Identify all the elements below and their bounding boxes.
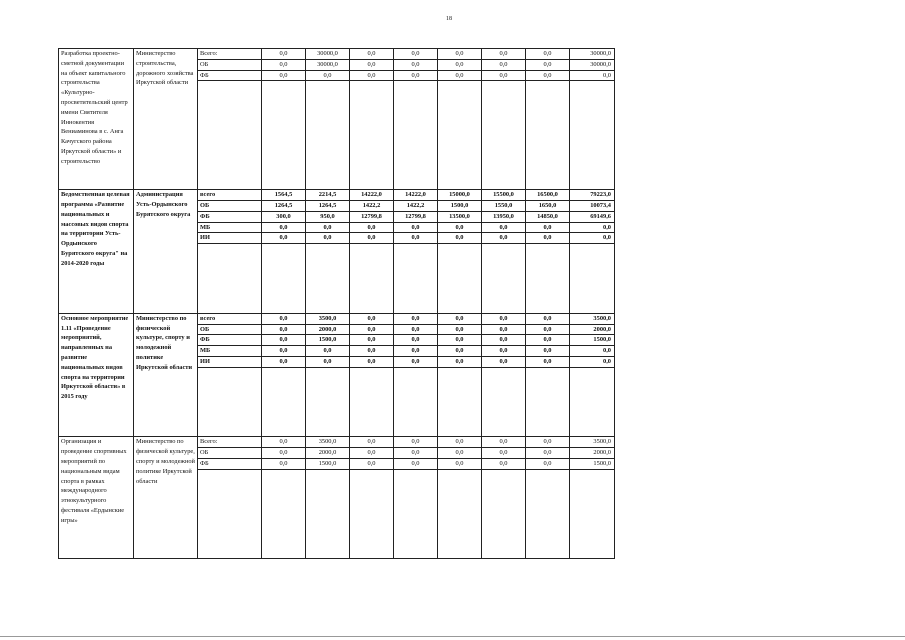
year-value-cell: 30000,0 xyxy=(306,49,350,60)
funding-source-cell: ФБ xyxy=(198,335,262,346)
year-value-cell: 1264,5 xyxy=(262,200,306,211)
total-value-cell: 79223,0 xyxy=(570,190,615,201)
year-value-cell: 0,0 xyxy=(438,70,482,81)
year-value-cell: 0,0 xyxy=(350,356,394,367)
page-number: 18 xyxy=(446,16,452,22)
empty-cell xyxy=(350,81,394,190)
empty-cell xyxy=(262,81,306,190)
year-value-cell: 1550,0 xyxy=(482,200,526,211)
budget-table-body xyxy=(59,49,615,559)
executor-cell: Министерство по физической культуре, спорту и молодежной политике Иркутской области xyxy=(134,313,198,437)
year-value-cell: 0,0 xyxy=(262,233,306,244)
year-value-cell: 0,0 xyxy=(394,313,438,324)
year-value-cell: 0,0 xyxy=(438,448,482,459)
year-value-cell: 15500,0 xyxy=(482,190,526,201)
total-value-cell: 2000,0 xyxy=(570,448,615,459)
year-value-cell: 1264,5 xyxy=(306,200,350,211)
funding-source-cell: ИИ xyxy=(198,356,262,367)
year-value-cell: 0,0 xyxy=(306,70,350,81)
year-value-cell: 0,0 xyxy=(482,335,526,346)
year-value-cell: 0,0 xyxy=(394,448,438,459)
activity-name-cell: Ведомственная целевая программа «Развитие национальных и массовых видов спорта на территории Усть-Ордынского Бурятского округа" на 2014-2020 годы xyxy=(59,190,134,314)
year-value-cell: 0,0 xyxy=(526,346,570,357)
year-value-cell: 0,0 xyxy=(394,324,438,335)
budget-table xyxy=(58,48,615,559)
empty-cell xyxy=(394,244,438,314)
total-value-cell: 3500,0 xyxy=(570,437,615,448)
year-value-cell: 0,0 xyxy=(350,448,394,459)
year-value-cell: 14222,0 xyxy=(394,190,438,201)
year-value-cell: 0,0 xyxy=(438,458,482,469)
funding-source-cell: Всего: xyxy=(198,49,262,60)
empty-cell xyxy=(394,81,438,190)
total-value-cell: 0,0 xyxy=(570,70,615,81)
empty-cell xyxy=(198,367,262,437)
empty-cell xyxy=(570,81,615,190)
year-value-cell: 0,0 xyxy=(262,313,306,324)
empty-cell xyxy=(438,469,482,558)
empty-cell xyxy=(526,81,570,190)
empty-cell xyxy=(394,469,438,558)
table-row xyxy=(59,437,615,448)
year-value-cell: 0,0 xyxy=(394,437,438,448)
year-value-cell: 0,0 xyxy=(350,313,394,324)
year-value-cell: 0,0 xyxy=(262,70,306,81)
empty-cell xyxy=(198,81,262,190)
year-value-cell: 0,0 xyxy=(350,70,394,81)
total-value-cell: 3500,0 xyxy=(570,313,615,324)
empty-cell xyxy=(306,367,350,437)
year-value-cell: 0,0 xyxy=(526,356,570,367)
empty-cell xyxy=(262,244,306,314)
year-value-cell: 0,0 xyxy=(262,222,306,233)
empty-cell xyxy=(306,469,350,558)
year-value-cell: 0,0 xyxy=(394,222,438,233)
empty-cell xyxy=(198,244,262,314)
total-value-cell: 10073,4 xyxy=(570,200,615,211)
activity-name-cell: Основное мероприятие 1.11 «Проведение мероприятий, направленных на развитие национальных видов спорта на территории Иркутской области» в 2015 году xyxy=(59,313,134,437)
year-value-cell: 0,0 xyxy=(438,346,482,357)
empty-cell xyxy=(394,367,438,437)
funding-source-cell: ФБ xyxy=(198,70,262,81)
empty-cell xyxy=(306,81,350,190)
empty-cell xyxy=(262,469,306,558)
year-value-cell: 0,0 xyxy=(394,233,438,244)
year-value-cell: 0,0 xyxy=(350,458,394,469)
empty-cell xyxy=(438,367,482,437)
funding-source-cell: всего xyxy=(198,313,262,324)
year-value-cell: 0,0 xyxy=(306,356,350,367)
year-value-cell: 0,0 xyxy=(482,437,526,448)
table-row xyxy=(59,313,615,324)
funding-source-cell: Всего: xyxy=(198,437,262,448)
year-value-cell: 0,0 xyxy=(394,346,438,357)
year-value-cell: 1650,0 xyxy=(526,200,570,211)
year-value-cell: 0,0 xyxy=(262,335,306,346)
empty-cell xyxy=(350,367,394,437)
year-value-cell: 0,0 xyxy=(262,324,306,335)
empty-cell xyxy=(350,469,394,558)
total-value-cell: 1500,0 xyxy=(570,335,615,346)
year-value-cell: 0,0 xyxy=(394,458,438,469)
total-value-cell: 30000,0 xyxy=(570,59,615,70)
year-value-cell: 0,0 xyxy=(526,458,570,469)
total-value-cell: 1500,0 xyxy=(570,458,615,469)
total-value-cell: 0,0 xyxy=(570,222,615,233)
year-value-cell: 0,0 xyxy=(350,324,394,335)
year-value-cell: 0,0 xyxy=(350,233,394,244)
empty-cell xyxy=(526,244,570,314)
year-value-cell: 0,0 xyxy=(262,458,306,469)
year-value-cell: 0,0 xyxy=(526,59,570,70)
year-value-cell: 14222,0 xyxy=(350,190,394,201)
year-value-cell: 0,0 xyxy=(438,59,482,70)
year-value-cell: 1422,2 xyxy=(350,200,394,211)
empty-cell xyxy=(262,367,306,437)
year-value-cell: 14850,0 xyxy=(526,211,570,222)
empty-cell xyxy=(482,367,526,437)
year-value-cell: 1500,0 xyxy=(306,458,350,469)
funding-source-cell: ОБ xyxy=(198,324,262,335)
year-value-cell: 300,0 xyxy=(262,211,306,222)
total-value-cell: 2000,0 xyxy=(570,324,615,335)
year-value-cell: 0,0 xyxy=(394,70,438,81)
year-value-cell: 0,0 xyxy=(262,49,306,60)
total-value-cell: 0,0 xyxy=(570,233,615,244)
year-value-cell: 0,0 xyxy=(526,448,570,459)
year-value-cell: 0,0 xyxy=(526,222,570,233)
table-row xyxy=(59,49,615,60)
year-value-cell: 0,0 xyxy=(350,437,394,448)
year-value-cell: 0,0 xyxy=(526,233,570,244)
year-value-cell: 1422,2 xyxy=(394,200,438,211)
empty-cell xyxy=(306,244,350,314)
year-value-cell: 13500,0 xyxy=(438,211,482,222)
executor-cell: Министерство по физической культуре, спорту и молодежной политике Иркутской области xyxy=(134,437,198,559)
year-value-cell: 0,0 xyxy=(438,356,482,367)
year-value-cell: 0,0 xyxy=(350,222,394,233)
year-value-cell: 0,0 xyxy=(394,356,438,367)
year-value-cell: 0,0 xyxy=(438,313,482,324)
empty-cell xyxy=(482,469,526,558)
year-value-cell: 2000,0 xyxy=(306,448,350,459)
year-value-cell: 0,0 xyxy=(350,335,394,346)
funding-source-cell: всего xyxy=(198,190,262,201)
year-value-cell: 0,0 xyxy=(482,448,526,459)
year-value-cell: 16500,0 xyxy=(526,190,570,201)
total-value-cell: 69149,6 xyxy=(570,211,615,222)
year-value-cell: 0,0 xyxy=(482,346,526,357)
year-value-cell: 1500,0 xyxy=(306,335,350,346)
executor-cell: Администрация Усть-Ордынского Бурятского округа xyxy=(134,190,198,314)
year-value-cell: 0,0 xyxy=(482,324,526,335)
empty-cell xyxy=(570,244,615,314)
total-value-cell: 0,0 xyxy=(570,346,615,357)
year-value-cell: 0,0 xyxy=(262,59,306,70)
year-value-cell: 0,0 xyxy=(526,70,570,81)
year-value-cell: 0,0 xyxy=(438,222,482,233)
year-value-cell: 0,0 xyxy=(526,49,570,60)
year-value-cell: 0,0 xyxy=(526,437,570,448)
year-value-cell: 0,0 xyxy=(482,59,526,70)
year-value-cell: 3500,0 xyxy=(306,437,350,448)
year-value-cell: 13950,0 xyxy=(482,211,526,222)
empty-cell xyxy=(482,81,526,190)
year-value-cell: 1564,5 xyxy=(262,190,306,201)
year-value-cell: 0,0 xyxy=(438,437,482,448)
year-value-cell: 0,0 xyxy=(482,222,526,233)
year-value-cell: 0,0 xyxy=(262,437,306,448)
year-value-cell: 0,0 xyxy=(394,59,438,70)
year-value-cell: 0,0 xyxy=(438,324,482,335)
funding-source-cell: ОБ xyxy=(198,59,262,70)
year-value-cell: 12799,8 xyxy=(350,211,394,222)
year-value-cell: 0,0 xyxy=(306,233,350,244)
year-value-cell: 15000,0 xyxy=(438,190,482,201)
year-value-cell: 3500,0 xyxy=(306,313,350,324)
empty-cell xyxy=(570,367,615,437)
funding-source-cell: ФБ xyxy=(198,211,262,222)
year-value-cell: 0,0 xyxy=(306,222,350,233)
year-value-cell: 0,0 xyxy=(482,70,526,81)
year-value-cell: 0,0 xyxy=(482,313,526,324)
total-value-cell: 30000,0 xyxy=(570,49,615,60)
funding-source-cell: ОБ xyxy=(198,448,262,459)
year-value-cell: 0,0 xyxy=(482,458,526,469)
year-value-cell: 0,0 xyxy=(438,335,482,346)
empty-cell xyxy=(570,469,615,558)
page-bottom-edge xyxy=(0,636,905,637)
year-value-cell: 0,0 xyxy=(482,49,526,60)
year-value-cell: 0,0 xyxy=(438,49,482,60)
total-value-cell: 0,0 xyxy=(570,356,615,367)
activity-name-cell: Разработка проектно-сметной документации на объект капитального строительства «Культурно-просветительский центр имени Святителя Иннокентия Вениаминова в с. Анга Качугского района Иркутской области» и строительство xyxy=(59,49,134,190)
funding-source-cell: ОБ xyxy=(198,200,262,211)
year-value-cell: 2214,5 xyxy=(306,190,350,201)
funding-source-cell: ИИ xyxy=(198,233,262,244)
year-value-cell: 0,0 xyxy=(438,233,482,244)
empty-cell xyxy=(350,244,394,314)
year-value-cell: 0,0 xyxy=(262,356,306,367)
year-value-cell: 0,0 xyxy=(350,49,394,60)
empty-cell xyxy=(482,244,526,314)
funding-source-cell: МБ xyxy=(198,222,262,233)
year-value-cell: 0,0 xyxy=(262,346,306,357)
year-value-cell: 0,0 xyxy=(526,313,570,324)
year-value-cell: 30000,0 xyxy=(306,59,350,70)
executor-cell: Министерство строительства, дорожного хозяйства Иркутской области xyxy=(134,49,198,190)
empty-cell xyxy=(438,81,482,190)
year-value-cell: 0,0 xyxy=(350,346,394,357)
empty-cell xyxy=(438,244,482,314)
table-row xyxy=(59,190,615,201)
empty-cell xyxy=(526,469,570,558)
year-value-cell: 0,0 xyxy=(482,233,526,244)
year-value-cell: 0,0 xyxy=(482,356,526,367)
year-value-cell: 0,0 xyxy=(394,335,438,346)
year-value-cell: 1500,0 xyxy=(438,200,482,211)
year-value-cell: 0,0 xyxy=(350,59,394,70)
year-value-cell: 0,0 xyxy=(526,324,570,335)
year-value-cell: 0,0 xyxy=(306,346,350,357)
empty-cell xyxy=(526,367,570,437)
year-value-cell: 2000,0 xyxy=(306,324,350,335)
year-value-cell: 0,0 xyxy=(526,335,570,346)
year-value-cell: 0,0 xyxy=(394,49,438,60)
year-value-cell: 12799,8 xyxy=(394,211,438,222)
funding-source-cell: МБ xyxy=(198,346,262,357)
empty-cell xyxy=(198,469,262,558)
year-value-cell: 950,0 xyxy=(306,211,350,222)
funding-source-cell: ФБ xyxy=(198,458,262,469)
activity-name-cell: Организация и проведение спортивных мероприятий по национальным видам спорта в рамках международного этнокультурного фестиваля «Ердынские игры» xyxy=(59,437,134,559)
year-value-cell: 0,0 xyxy=(262,448,306,459)
